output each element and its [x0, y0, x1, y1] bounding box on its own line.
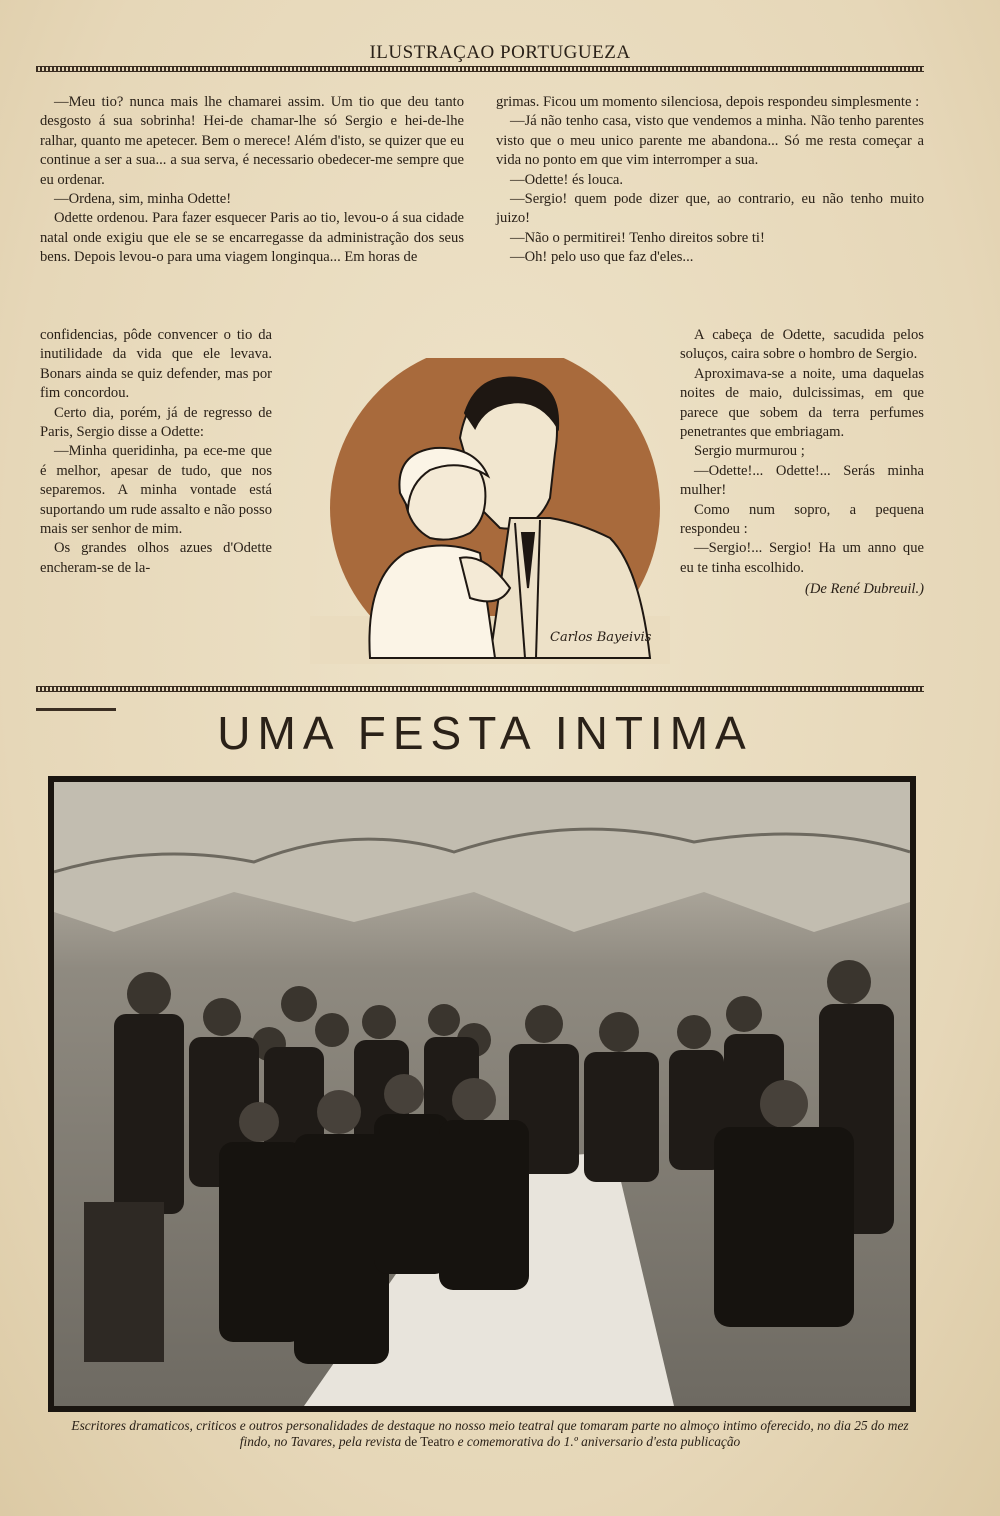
story-paragraph: Como num sopro, a pequena respondeu :: [680, 501, 924, 538]
story-paragraph: Odette ordenou. Para fazer esquecer Paris ao tio, levou-o á sua cidade natal onde exigiu que ele se se encarregasse da administração dos seus bens. Depois levou-o para uma viagem longinqua... Em horas de: [40, 210, 464, 266]
section-rule: [36, 686, 924, 692]
caption-text: e comemorativa do 1.º aniversario d'esta publicação: [454, 1434, 741, 1449]
group-photograph: [54, 782, 910, 1406]
story-paragraph: Os grandes olhos azues d'Odette encheram-se de la-: [40, 540, 272, 576]
story-paragraph: —Odette!... Odette!... Serás minha mulher!: [680, 462, 924, 499]
magazine-title: ILUSTRAÇAO PORTUGUEZA: [369, 42, 631, 63]
story-paragraph: —Sergio!... Sergio! Ha um anno que eu te tinha escolhido.: [680, 540, 924, 576]
story-paragraph: —Sergio! quem pode dizer que, ao contrario, eu não tenho muito juizo!: [496, 191, 924, 227]
story-paragraph: Sergio murmurou ;: [694, 443, 805, 460]
section-title: UMA FESTA INTIMA: [217, 707, 753, 759]
story-column-left-narrow: [40, 326, 272, 578]
story-column-right-top: [496, 93, 924, 268]
story-paragraph: —Meu tio? nunca mais lhe chamarei assim. Um tio que deu tanto desgosto á sua sobrinha! Hei-de chamar-lhe só Sergio e hei-de-lhe ralhar, quanto me apetecer. Bem o merece! Além d'isto, se quizer que eu continue a ser a sua... a sua serva, é necessario obedecer-me sempre que eu ordenar.: [40, 94, 464, 188]
story-paragraph: confidencias, pôde convencer o tio da inutilidade da vida que ele levava. Bonars ainda se quiz defender, mas por fim concordou.: [40, 327, 272, 402]
story-column-left-top: [40, 93, 464, 268]
story-paragraph: —Não o permitirei! Tenho direitos sobre ti!: [510, 229, 765, 246]
story-paragraph: —Oh! pelo uso que faz d'eles...: [510, 249, 694, 266]
story-paragraph: Certo dia, porém, já de regresso de Paris, Sergio disse a Odette:: [40, 404, 272, 441]
story-paragraph: grimas. Ficou um momento silenciosa, depois respondeu simplesmente :: [496, 94, 920, 110]
group-photograph-frame: [48, 776, 916, 1412]
story-paragraph: —Ordena, sim, minha Odette!: [54, 191, 232, 208]
header-rule: [36, 66, 924, 72]
caption-text: Escritores dramaticos, criticos e outros personalidades de destaque no nosso meio teatral que tomaram parte no almoço intimo oferecido, no dia 25 do mez findo, no Tavares, pela revista: [71, 1418, 909, 1449]
illustrator-signature: Carlos Bayeivis: [550, 630, 652, 645]
story-paragraph: —Já não tenho casa, visto que vendemos a minha. Não tenho parentes visto que o meu unico parente me abandona... Só me resta começar a vida no ponto em que vim interromper a sua.: [496, 113, 924, 169]
story-paragraph: —Minha queridinha, pa ece-me que é melhor, apesar de tudo, que nos separemos. A minha vontade está suportando um rude assalto e não posso mais ser senhor de mim.: [40, 443, 272, 538]
photo-caption: [60, 1418, 920, 1450]
story-author-signature: (De René Dubreuil.): [804, 581, 924, 598]
couple-illustration: [310, 358, 670, 664]
story-paragraph: —Odette! és louca.: [510, 171, 624, 188]
caption-text: de Teatro: [404, 1434, 455, 1449]
story-paragraph: A cabeça de Odette, sacudida pelos soluços, caira sobre o hombro de Sergio.: [680, 327, 924, 363]
story-paragraph: Aproximava-se a noite, uma daquelas noites de maio, dulcissimas, em que parece que sobem da terra perfumes penetrantes que embriagam.: [680, 365, 924, 441]
story-column-right-narrow: [680, 326, 924, 600]
